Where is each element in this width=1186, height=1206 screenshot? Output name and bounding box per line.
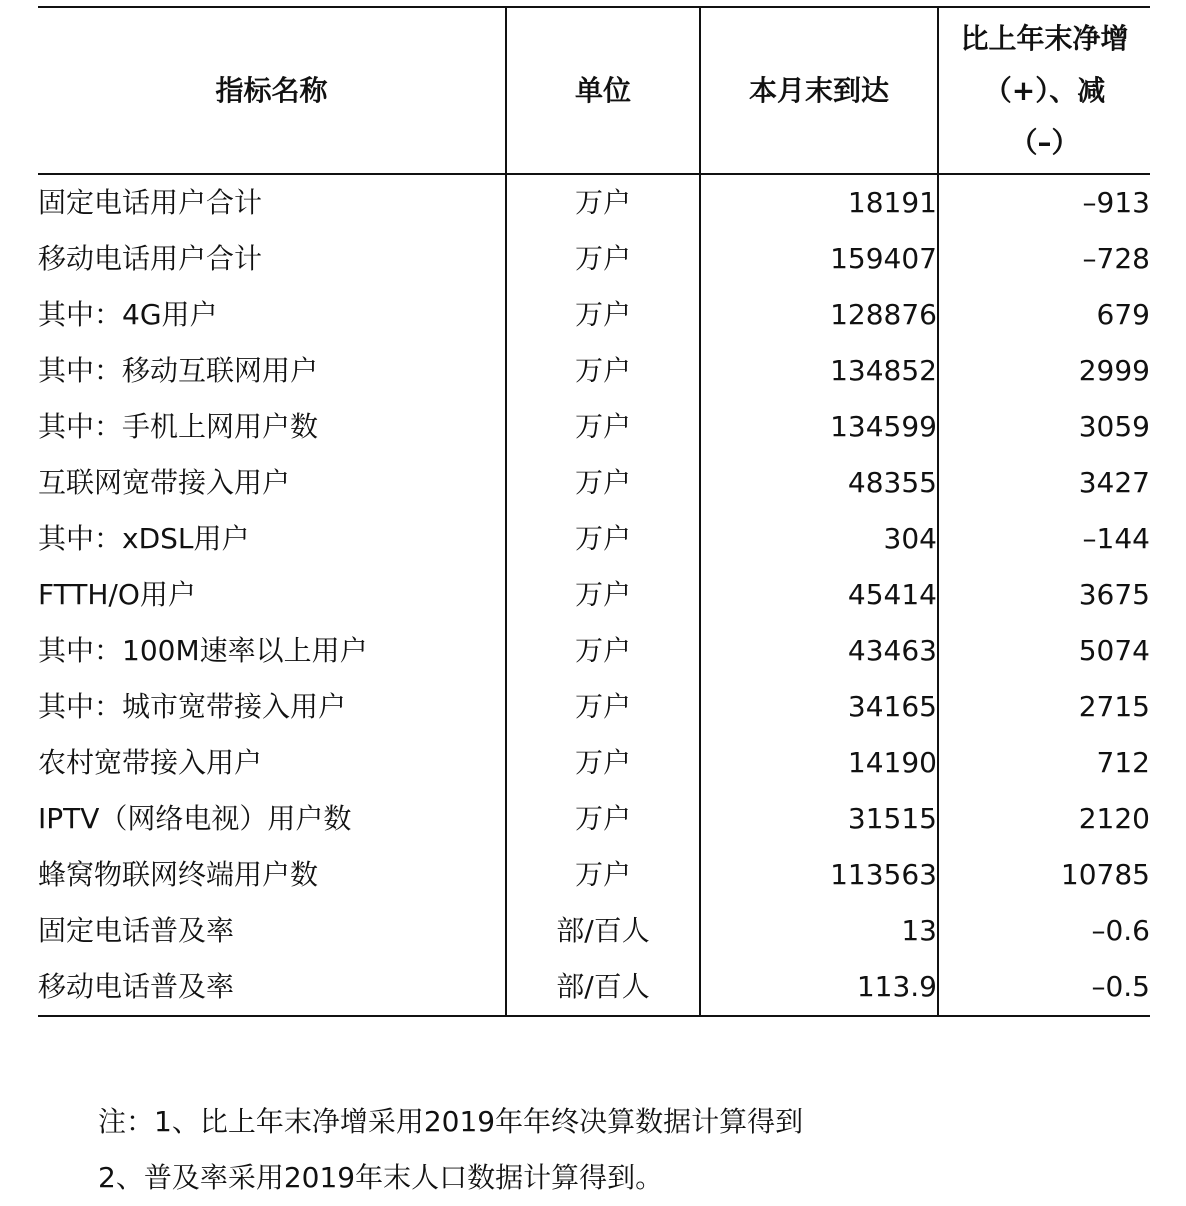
row-change: –728 [1082,242,1150,275]
row-name: 固定电话用户合计 [38,174,506,231]
table-row [38,287,1150,343]
table-row [38,903,1150,959]
header-change-line-1: 比上年末净增 [960,21,1129,55]
row-current: 18191 [700,174,938,231]
row-name: 互联网宽带接入用户 [38,455,506,511]
row-change: –0.6 [1091,914,1150,947]
row-current: 113.9 [700,959,938,1016]
table-row [38,231,1150,287]
row-change: 5074 [1078,634,1150,667]
row-current: 48355 [700,455,938,511]
row-unit: 万户 [506,455,700,511]
table-header-row [38,7,1150,174]
header-current-month-end: 本月末到达 [700,7,938,174]
row-name: 蜂窝物联网终端用户数 [38,847,506,903]
row-change: 3675 [1078,578,1150,611]
row-name: FTTH/O用户 [38,567,506,623]
row-current: 43463 [700,623,938,679]
row-unit: 万户 [506,399,700,455]
row-change: 679 [1096,298,1150,331]
row-current: 134599 [700,399,938,455]
row-name: 其中：移动互联网用户 [38,343,506,399]
row-name: IPTV（网络电视）用户数 [38,791,506,847]
note-line-1: 注：1、比上年末净增采用2019年年终决算数据计算得到 [98,1105,804,1138]
row-unit: 万户 [506,174,700,231]
row-current: 34165 [700,679,938,735]
row-change: 3059 [1078,410,1150,443]
row-change: 712 [1096,746,1150,779]
row-change: 3427 [1078,466,1150,499]
note-line-2: 2、普及率采用2019年末人口数据计算得到。 [98,1161,664,1194]
table-row [38,623,1150,679]
table-row [38,174,1150,231]
row-name: 移动电话普及率 [38,959,506,1016]
table-row [38,735,1150,791]
row-unit: 万户 [506,791,700,847]
table-row [38,511,1150,567]
row-change: –913 [1082,186,1150,219]
row-unit: 部/百人 [506,959,700,1016]
table-row [38,567,1150,623]
row-unit: 万户 [506,567,700,623]
row-current: 113563 [700,847,938,903]
row-unit: 万户 [506,287,700,343]
header-change-vs-last-year [938,7,1150,174]
row-unit: 万户 [506,623,700,679]
header-change-line-2: （+）、减 [983,73,1106,107]
row-unit: 万户 [506,231,700,287]
row-name: 固定电话普及率 [38,903,506,959]
row-change: 2999 [1078,354,1150,387]
row-current: 14190 [700,735,938,791]
row-change: 2715 [1078,690,1150,723]
row-change: 2120 [1078,802,1150,835]
header-indicator-name: 指标名称 [38,7,506,174]
row-unit: 万户 [506,679,700,735]
statistics-table [38,6,1150,1017]
row-unit: 部/百人 [506,903,700,959]
table-row [38,847,1150,903]
table-row [38,343,1150,399]
row-current: 134852 [700,343,938,399]
header-unit: 单位 [506,7,700,174]
row-current: 128876 [700,287,938,343]
row-name: 其中：100M速率以上用户 [38,623,506,679]
row-change: 10785 [1060,858,1150,891]
row-name: 其中：4G用户 [38,287,506,343]
row-change: –0.5 [938,959,1150,1016]
row-current: 304 [700,511,938,567]
table-row [38,791,1150,847]
row-unit: 万户 [506,343,700,399]
table-row [38,399,1150,455]
row-name: 农村宽带接入用户 [38,735,506,791]
table-row [38,959,1150,1016]
row-name: 移动电话用户合计 [38,231,506,287]
row-change: –144 [1082,522,1150,555]
row-current: 159407 [700,231,938,287]
table-row [38,455,1150,511]
row-current: 45414 [700,567,938,623]
row-unit: 万户 [506,511,700,567]
row-unit: 万户 [506,735,700,791]
row-name: 其中：xDSL用户 [38,511,506,567]
row-name: 其中：手机上网用户数 [38,399,506,455]
row-current: 13 [700,903,938,959]
table-notes [98,1094,803,1206]
row-name: 其中：城市宽带接入用户 [38,679,506,735]
row-unit: 万户 [506,847,700,903]
header-change-line-3: （–） [1009,125,1080,159]
table-row [38,679,1150,735]
row-current: 31515 [700,791,938,847]
